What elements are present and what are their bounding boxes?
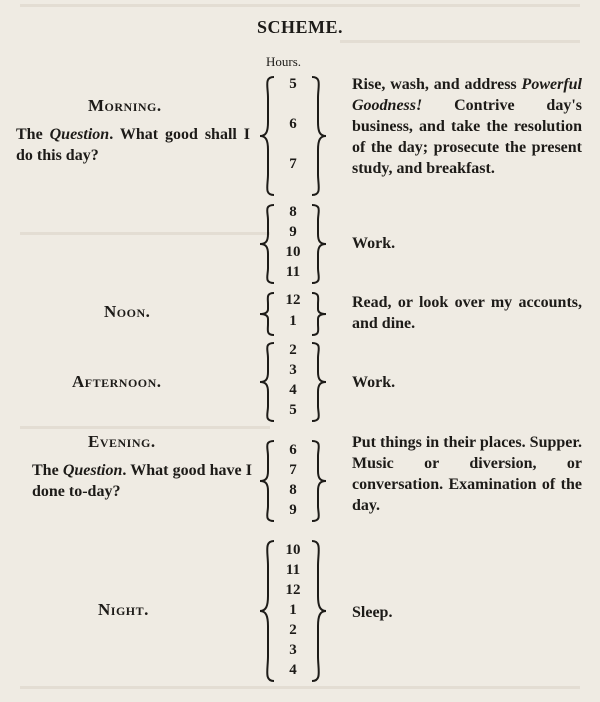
work-morning-brace-right xyxy=(308,204,328,284)
hour: 4 xyxy=(289,382,297,398)
noon-brace-right xyxy=(308,292,328,336)
hour: 6 xyxy=(289,116,297,132)
night-brace-right xyxy=(308,540,328,682)
morning-description: Rise, wash, and address Powerful Goodness! Contrive day's business, and take the resolution of the day; prosecute the present study, and breakfast. xyxy=(352,76,582,177)
hour: 7 xyxy=(289,156,297,172)
hour: 9 xyxy=(289,502,297,518)
hour: 9 xyxy=(289,224,297,240)
afternoon-brace-right xyxy=(308,342,328,422)
evening-hours xyxy=(280,442,306,522)
hour: 1 xyxy=(289,313,297,329)
morning-brace-left xyxy=(258,76,278,196)
evening-description: Put things in their places. Supper. Music or diversion, or conversation. Examination of the day. xyxy=(352,434,582,514)
period-name-noon: Noon. xyxy=(104,302,151,321)
morning-question: The Question. What good shall I do this day? xyxy=(16,126,251,164)
hour: 11 xyxy=(285,562,301,578)
hour: 1 xyxy=(289,602,297,618)
hour: 7 xyxy=(289,462,297,478)
bleed-through-line xyxy=(340,40,580,43)
hour: 6 xyxy=(289,442,297,458)
period-name-morning: Morning. xyxy=(88,96,162,115)
hour: 4 xyxy=(289,662,297,678)
evening-brace-right xyxy=(308,440,328,522)
afternoon-description: Work. xyxy=(352,374,396,391)
afternoon-hours xyxy=(280,342,306,422)
noon-description: Read, or look over my accounts, and dine. xyxy=(352,294,582,332)
noon-hours xyxy=(280,292,306,336)
work-morning-brace-left xyxy=(258,204,278,284)
bleed-through-line xyxy=(20,686,580,689)
night-description: Sleep. xyxy=(352,604,393,621)
night-hours xyxy=(280,542,306,682)
hour: 11 xyxy=(285,264,301,280)
period-name-night: Night. xyxy=(98,600,149,619)
period-name-evening: Evening. xyxy=(88,432,156,451)
hour: 5 xyxy=(289,76,297,92)
hour: 12 xyxy=(285,292,301,308)
hour: 10 xyxy=(285,244,301,260)
page-title: SCHEME. xyxy=(256,17,343,37)
hour: 5 xyxy=(289,402,297,418)
work-morning-description: Work. xyxy=(352,235,396,252)
period-name-afternoon: Afternoon. xyxy=(72,372,162,391)
noon-brace-left xyxy=(258,292,278,336)
hours-column-label: Hours. xyxy=(266,54,302,69)
morning-brace-right xyxy=(308,76,328,196)
hour: 2 xyxy=(289,622,297,638)
morning-hours xyxy=(280,76,306,196)
hour: 3 xyxy=(289,362,297,378)
bleed-through-line xyxy=(20,232,270,235)
night-brace-left xyxy=(258,540,278,682)
evening-brace-left xyxy=(258,440,278,522)
work-morning-hours xyxy=(280,204,306,284)
hour: 10 xyxy=(285,542,301,558)
hour: 12 xyxy=(285,582,301,598)
hour: 3 xyxy=(289,642,297,658)
bleed-through-line xyxy=(20,4,580,7)
hour: 8 xyxy=(289,204,297,220)
hour: 2 xyxy=(289,342,297,358)
evening-question: The Question. What good have I done to-day? xyxy=(32,462,253,500)
hour: 8 xyxy=(289,482,297,498)
afternoon-brace-left xyxy=(258,342,278,422)
bleed-through-line xyxy=(20,426,270,429)
